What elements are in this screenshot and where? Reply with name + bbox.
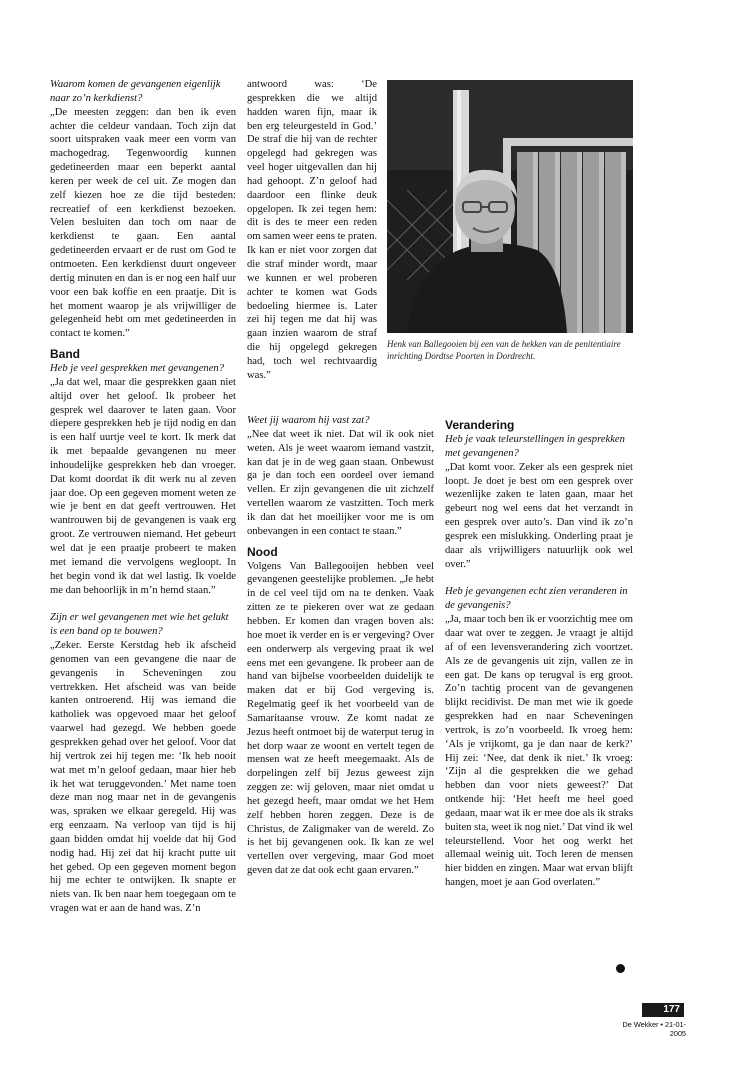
column-3 [445,414,633,890]
end-of-article-bullet [616,964,625,973]
question: Heb je gevangenen echt zien veranderen in de gevangenis? [445,586,628,612]
column-2-bottom [247,414,434,878]
publication-footer: De Wekker • 21-01-2005 [622,1020,686,1038]
answer-paragraph: „Ja dat wel, maar die gesprekken gaan niet altijd over het geloof. Ik probeer het gesprek wel daarover te laten gaan. Voor diepere gesprekken heb je tijd nodig en dan is een half uurtje veel te kort. Ik merk dat ik met bepaalde gevangenen nu meer inhoudelijke gesprekken heb dan vroeger. Dat komt doordat ik dit werk nu al zeven jaar doe. Op een gegeven moment weten ze wie je bent en dat geeft vertrouwen. Het wantrouwen bij de gevangenen is vaak erg groot. Ze vertrouwen niemand. Het gebeurt wel dat je een praatje probeert te maken met iemand die vervolgens wegloopt. In het begin vond ik dat wel lastig. Ik voelde me dan behoorlijk in m’n hemd staan.” [50,376,236,596]
photo-illustration [387,80,633,333]
question: Heb je vaak teleurstellingen in gesprekken met gevangenen? [445,434,625,459]
section-heading-nood: Nood [247,544,278,559]
column-1 [50,78,236,916]
column-2-top [247,78,377,383]
question: Weet jij waarom hij vast zat? [247,415,370,426]
question: Zijn er wel gevangenen met wie het gelukt is een band op te bouwen? [50,612,229,638]
photo-caption: Henk van Ballegooien bij een van de hekken van de penitentiaire inrichting Dordtse Poorten in Dordrecht. [387,339,621,361]
answer-paragraph: „De meesten zeggen: dan ben ik even achter die celdeur vandaan. Toch zijn dat soort uitspraken vaak meer een vorm van machogedrag. Tegenwoordig kunnen gedetineerden maar een beperkt aantal keren per week de cel uit. Ze mogen dan zelf kiezen hoe ze die tijd besteden: recreatief of een kerkdienst bezoeken. Velen besluiten dan toch om naar de kerkdienst te gaan. Een aantal gedetineerden ervaart er de rust om God te ontmoeten. Een kerkdienst duurt ongeveer dertig minuten en dan is er nog een half uur voor een bak koffie en een praatje. Dit is het moment waarop je als vrijwilliger de gelegenheid hebt om met gedetineerden in contact te komen.” [50,106,236,340]
body-paragraph: Volgens Van Ballegooijen hebben veel gevangenen geestelijke problemen. „Je hebt in de cel veel tijd om na te denken. Vaak zitten ze te piekeren over wat ze gedaan hebben. Er komen dan vragen boven als: hoe moet ik verder en is er vergeving? Over een onderwerp als vergeving praat ik wel eens met een gevangene. Ik probeer aan de hand van bijbelse voorbeelden duidelijk te maken dat er bij God vergeving is. Regelmatig geef ik het voorbeeld van de Samaritaanse vrouw. Ze komt nadat ze Jezus heeft ontmoet bij de waterput terug in het dorp waar ze woont en vertelt tegen de mensen wat ze heeft meegemaakt. Als de dorpelingen zelf bij Jezus geweest zijn zeggen ze: wij geloven, maar niet omdat u het gezegd heeft, maar omdat we het Hem zelf hebben horen zeggen. Deze is de Christus, de Zaligmaker van de wereld. Zo is het bij gevangenen ook. Ik kan ze wel vertellen over vergeving, maar God moet geven dat ze dat ook echt gaan ervaren.” [247,560,434,877]
answer-paragraph: „Zeker. Eerste Kerstdag heb ik afscheid genomen van een gevangene die naar de gevangenis in Scheveningen zou vertrekken. Het afscheid was van beide kanten ontroerend. Hij was iemand die katholiek was opgevoed maar het geloof vaarwel had gezegd. We hebben goede gesprekken gehad over het geloof. Voor dat hij vertrok zei hij tegen me: ‘Ik heb nooit wat met m’n geloof gedaan, maar hier heb ik het wat teruggevonden.’ Met name toen deze man nog maar net in de gevangenis was, spraken we elkaar geregeld. Hij was erg eenzaam. Na verloop van tijd is hij gaan bidden omdat hij voelde dat hij God nodig had. Hij zei dat hij kracht putte uit het gebed. Op een gegeven moment begon hij me echter te ontwijken. Ik snapte er niets van. Ik ben naar hem toegegaan om te vragen wat er aan de hand was. Z’n [50,640,236,915]
answer-paragraph: antwoord was: ‘De gesprekken die we altijd hadden waren fijn, maar ik ben erg teleurgesteld in God.’ De straf die hij van de rechter opgelegd had gekregen was veel hoger uitgevallen dan hij had gehoopt. Z’n geloof had daardoor een flinke deuk opgelopen. Ik zei tegen hem: dit is des te meer een reden om samen weer eens te praten. Ik kan er niet voor zorgen dat die straf minder wordt, maar we kunnen er wel proberen achter te komen wat Gods bedoeling hiermee is. Later zei hij tegen me dat hij was gaan inzien waarom de straf die hij opgelegd gekregen had, toch wel rechtvaardig was.” [247,79,378,381]
answer-paragraph: „Nee dat weet ik niet. Dat wil ik ook niet weten. Als je weet waarom iemand vastzit, kan dat je in de weg gaan staan. Onbewust ga je dan toch een oordeel over iemand vellen. Er zijn gevangenen die uit zichzelf vertellen waarom ze vastzitten. Toch merk ik dan dat het moeilijker voor me is om onbevangen in een contact te staan.” [247,428,434,537]
question: Heb je veel gesprekken met gevangenen? [50,363,225,375]
page-number: 177 [642,1003,684,1017]
answer-paragraph: „Dat komt voor. Zeker als een gesprek niet loopt. Je doet je best om een gesprek over wezenlijke zaken te laten gaan, maar het gebeurt nog wel eens dat het verzandt in een gesprek over auto’s. Dan vind ik zo’n gesprek een mislukking. Onderling praat je daar als vrijwilligers natuurlijk ook wel over.” [445,461,633,570]
section-heading-verandering: Verandering [445,418,515,432]
answer-paragraph: „Ja, maar toch ben ik er voorzichtig mee om daar wat over te zeggen. Je vraagt je altijd af of een levensverandering zich voortzet. Als ze de gevangenis uit zijn, vallen ze in een gat. De kans op terugval is erg groot. Zo’n tachtig procent van de gevangenen blijkt recidivist. De man met wie ik goede gesprekken had en naar Scheveningen vertrok, is zo’n voorbeeld. Ik vroeg hem: ‘Als je vrijkomt, ga je dan naar de kerk?’ Hij zei: ‘Nee, dat denk ik niet.’ Ik vroeg: ‘Zijn al die gesprekken die we gehad hebben dan voor niets geweest?’ Dat ontkende hij: ‘Het heeft me heel goed gedaan, maar wat ik er mee doe als ik straks buiten sta, weet ik nog niet.’ Dat vind ik wel teleurstellend. Voor het oog werkt het allemaal weinig uit. Toch leren de mensen hier bidden en zingen. Maar wat ervan blijft hangen, moet je aan God overlaten.” [445,614,633,889]
article-photo [387,80,633,333]
question: Waarom komen de gevangenen eigenlijk naar zo’n kerkdienst? [50,79,221,104]
section-heading-band: Band [50,347,80,362]
